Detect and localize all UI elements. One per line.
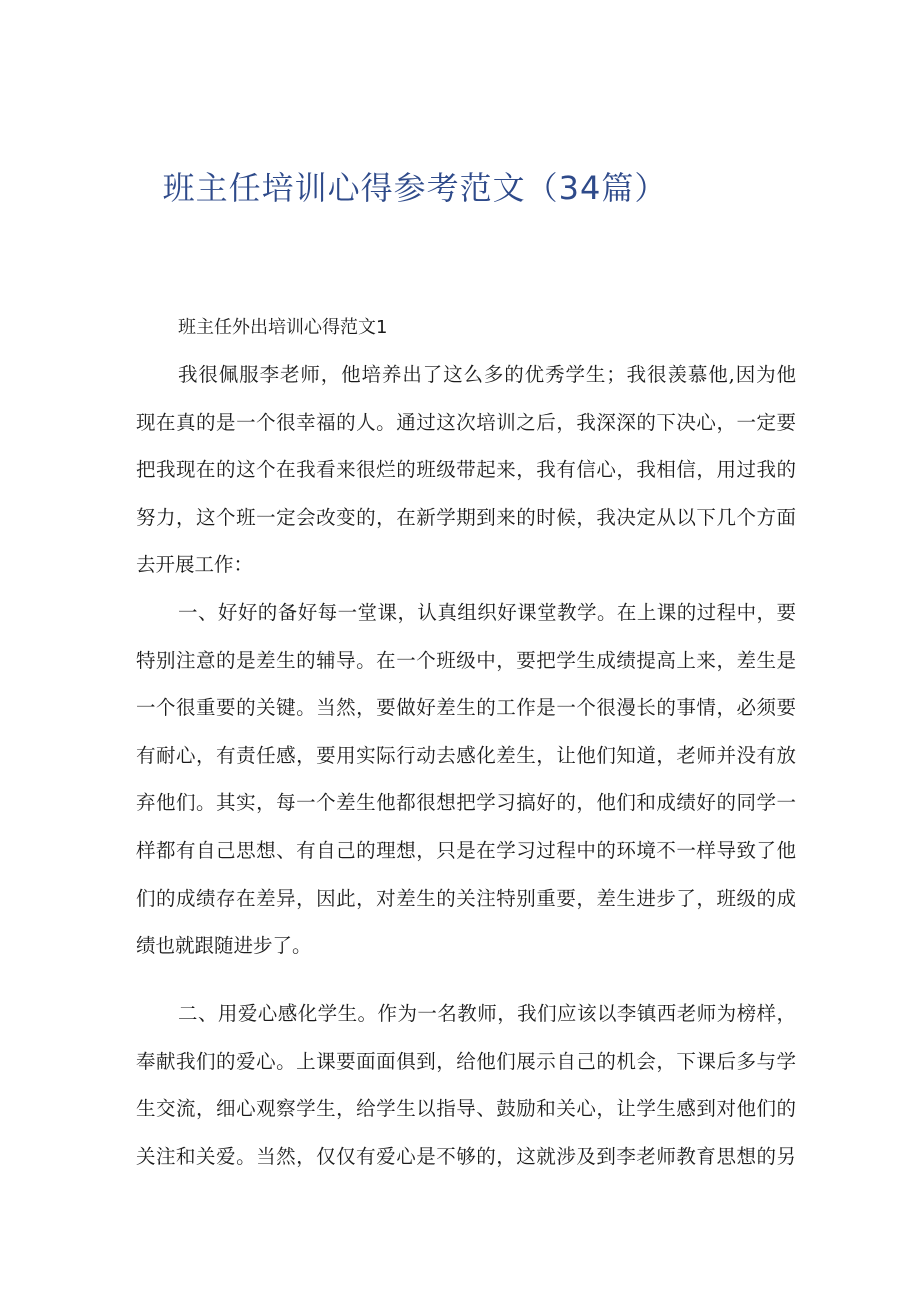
paragraph-line: 有耐心，有责任感，要用实际行动去感化差生，让他们知道，老师并没有放 bbox=[136, 744, 796, 767]
paragraph-line: 努力，这个班一定会改变的，在新学期到来的时候，我决定从以下几个方面 bbox=[136, 506, 796, 529]
paragraph-line: 奉献我们的爱心。上课要面面俱到，给他们展示自己的机会，下课后多与学 bbox=[136, 1050, 796, 1073]
paragraph-line: 我很佩服李老师，他培养出了这么多的优秀学生；我很羡慕他,因为他 bbox=[178, 363, 796, 386]
paragraph-line: 二、用爱心感化学生。作为一名教师，我们应该以李镇西老师为榜样， bbox=[178, 1002, 796, 1025]
paragraph-line: 样都有自己思想、有自己的理想，只是在学习过程中的环境不一样导致了他 bbox=[136, 839, 796, 862]
paragraph-line: 生交流，细心观察学生，给学生以指导、鼓励和关心，让学生感到对他们的 bbox=[136, 1097, 796, 1120]
document-title: 班主任培训心得参考范文（34篇） bbox=[162, 169, 668, 207]
paragraph-line: 关注和关爱。当然，仅仅有爱心是不够的，这就涉及到李老师教育思想的另 bbox=[136, 1145, 796, 1168]
paragraph-line: 绩也就跟随进步了。 bbox=[136, 934, 312, 957]
paragraph-line: 一个很重要的关键。当然，要做好差生的工作是一个很漫长的事情，必须要 bbox=[136, 696, 796, 719]
paragraph-line: 现在真的是一个很幸福的人。通过这次培训之后，我深深的下决心，一定要 bbox=[136, 411, 796, 434]
paragraph-line: 去开展工作： bbox=[136, 553, 254, 576]
paragraph-line: 一、好好的备好每一堂课，认真组织好课堂教学。在上课的过程中，要 bbox=[178, 601, 796, 624]
paragraph-line: 弃他们。其实，每一个差生他都很想把学习搞好的，他们和成绩好的同学一 bbox=[136, 791, 796, 814]
paragraph-line: 把我现在的这个在我看来很烂的班级带起来，我有信心，我相信，用过我的 bbox=[136, 458, 796, 481]
section-heading: 班主任外出培训心得范文1 bbox=[178, 317, 388, 338]
paragraph-line: 特别注意的是差生的辅导。在一个班级中，要把学生成绩提高上来，差生是 bbox=[136, 649, 796, 672]
paragraph-line: 们的成绩存在差异，因此，对差生的关注特别重要，差生进步了，班级的成 bbox=[136, 887, 796, 910]
